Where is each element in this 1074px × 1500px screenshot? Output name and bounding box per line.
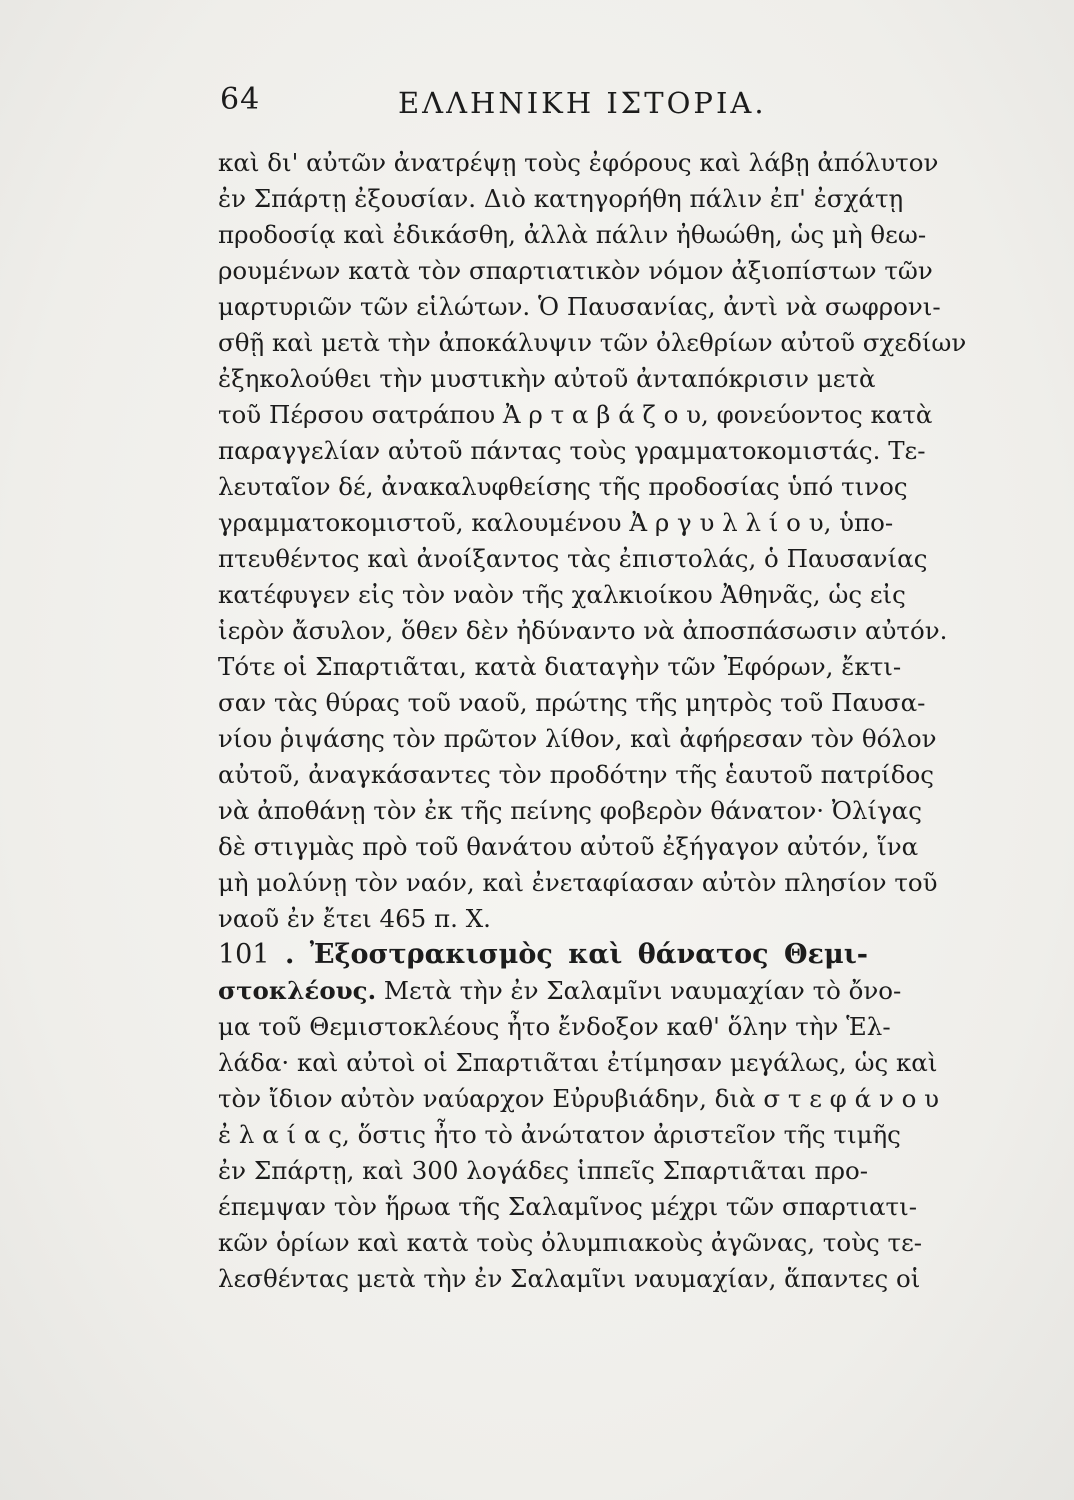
page-number: 64 <box>220 82 261 117</box>
text-line: μαρτυριῶν τῶν εἱλώτων. Ὁ Παυσανίας, ἀντὶ νὰ σωφρονι- <box>218 292 941 321</box>
text-line: προδοσίᾳ καὶ ἐδικάσθη, ἀλλὰ πάλιν ἠθωώθη, ὡς μὴ θεω- <box>218 220 927 249</box>
text-line: νὰ ἀποθάνῃ τὸν ἐκ τῆς πείνης φοβερὸν θάνατον· Ὀλίγας <box>218 796 922 825</box>
section-first-text: Μετὰ τὴν ἐν Σαλαμῖνι ναυμαχίαν τὸ ὄνο- <box>383 976 902 1005</box>
text-line: σαν τὰς θύρας τοῦ ναοῦ, πρώτης τῆς μητρὸς τοῦ Παυσα- <box>218 688 926 717</box>
text-line: καὶ δι' αὐτῶν ἀνατρέψῃ τοὺς ἐφόρους καὶ λάβῃ ἀπόλυτον <box>218 148 939 177</box>
text-line: λευταῖον δέ, ἀνακαλυφθείσης τῆς προδοσίας ὑπό τινος <box>218 472 908 501</box>
text-line: κῶν ὁρίων καὶ κατὰ τοὺς ὀλυμπιακοὺς ἀγῶνας, τοὺς τε- <box>218 1228 923 1257</box>
section-heading-continuation <box>218 973 902 1009</box>
text-line: έπεμψαν τὸν ἥρωα τῆς Σαλαμῖνος μέχρι τῶν σπαρτιατι- <box>218 1192 917 1221</box>
text-line: πτευθέντος καὶ ἀνοίξαντος τὰς ἐπιστολάς, ὁ Παυσανίας <box>218 544 928 573</box>
text-line: αὐτοῦ, ἀναγκάσαντες τὸν προδότην τῆς ἑαυτοῦ πατρίδος <box>218 760 935 789</box>
text-line: κατέφυγεν εἰς τὸν ναὸν τῆς χαλκιοίκου Ἀθηνᾶς, ὡς εἰς <box>218 580 906 609</box>
text-line: τοῦ Πέρσου σατράπου Ἀ ρ τ α β ά ζ ο υ, φονεύοντος κατὰ <box>218 400 933 429</box>
section-number: 101 <box>218 939 270 970</box>
running-title: ΕΛΛΗΝΙΚΗ ΙΣΤΟΡΙΑ. <box>398 86 767 120</box>
text-line: νίου ῥιψάσης τὸν πρῶτον λίθον, καὶ ἀφήρεσαν τὸν θόλον <box>218 724 937 753</box>
text-line: δὲ στιγμὰς πρὸ τοῦ θανάτου αὐτοῦ ἐξήγαγον αὐτόν, ἵνα <box>218 832 919 861</box>
text-line: Τότε οἱ Σπαρτιᾶται, κατὰ διαταγὴν τῶν Ἐφόρων, ἔκτι- <box>218 652 902 681</box>
page-header <box>220 82 880 132</box>
section-title-part2: στοκλέους. <box>218 976 377 1005</box>
body-text <box>218 145 967 1297</box>
text-line: μα τοῦ Θεμιστοκλέους ἦτο ἔνδοξον καθ' ὅλην τὴν Ἑλ- <box>218 1012 891 1041</box>
section-heading: 101 . Ἐξοστρακισμὸς καὶ θάνατος Θεμι- <box>218 939 868 970</box>
text-line: τὸν ἴδιον αὐτὸν ναύαρχον Εὐρυβιάδην, διὰ σ τ ε φ ά ν ο υ <box>218 1084 940 1113</box>
text-line: γραμματοκομιστοῦ, καλουμένου Ἀ ρ γ υ λ λ ί ο υ, ὑπο- <box>218 508 894 537</box>
text-line: ἐν Σπάρτῃ ἐξουσίαν. Διὸ κατηγορήθη πάλιν ἐπ' ἐσχάτῃ <box>218 184 904 213</box>
text-line: μὴ μολύνῃ τὸν ναόν, καὶ ἐνεταφίασαν αὐτὸν πλησίον τοῦ <box>218 868 938 897</box>
section-title-part1: Ἐξοστρακισμὸς καὶ θάνατος Θεμι- <box>309 939 868 970</box>
text-line: ἐν Σπάρτῃ, καὶ 300 λογάδες ἱππεῖς Σπαρτιᾶται προ- <box>218 1156 868 1185</box>
text-line: ναοῦ ἐν ἔτει 465 π. Χ. <box>218 904 491 933</box>
text-line: ἐξηκολούθει τὴν μυστικὴν αὐτοῦ ἀνταπόκρισιν μετὰ <box>218 364 876 393</box>
text-line: λάδα· καὶ αὐτοὶ οἱ Σπαρτιᾶται ἐτίμησαν μεγάλως, ὡς καὶ <box>218 1048 938 1077</box>
text-line: λεσθέντας μετὰ τὴν ἐν Σαλαμῖνι ναυμαχίαν, ἅπαντες οἱ <box>218 1264 921 1293</box>
text-line: ἱερὸν ἄσυλον, ὅθεν δὲν ἠδύναντο νὰ ἀποσπάσωσιν αὐτόν. <box>218 616 948 645</box>
text-line: ἐ λ α ί α ς, ὅστις ἦτο τὸ ἀνώτατον ἀριστεῖον τῆς τιμῆς <box>218 1120 901 1149</box>
text-line: σθῇ καὶ μετὰ τὴν ἀποκάλυψιν τῶν ὀλεθρίων αὐτοῦ σχεδίων <box>218 328 967 357</box>
text-line: ρουμένων κατὰ τὸν σπαρτιατικὸν νόμον ἀξιοπίστων τῶν <box>218 256 933 285</box>
text-line: παραγγελίαν αὐτοῦ πάντας τοὺς γραμματοκομιστάς. Τε- <box>218 436 926 465</box>
